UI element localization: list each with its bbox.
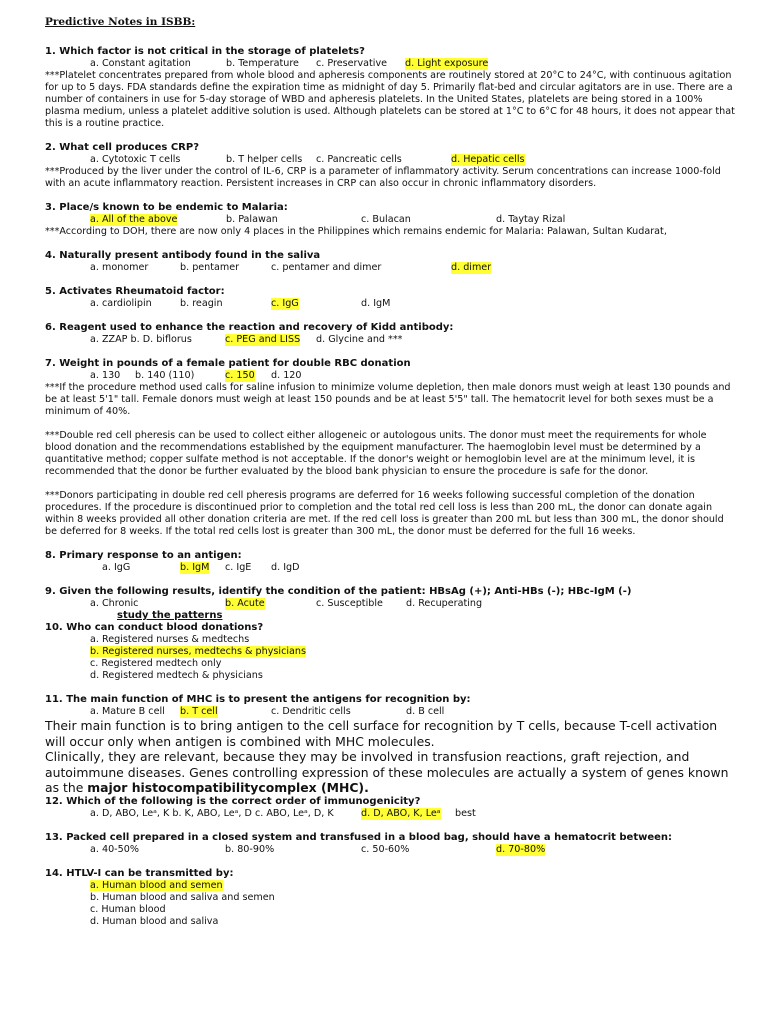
option-13b: b. 80-90% xyxy=(225,843,275,855)
question-13: 13. Packed cell prepared in a closed system and transfused in a blood bag, should have a hematocrit between: xyxy=(45,831,673,843)
option-4b: b. pentamer xyxy=(180,262,240,273)
options-1 xyxy=(45,58,735,70)
option-14c: c. Human blood xyxy=(90,903,166,915)
option-11b-answer: b. T cell xyxy=(180,706,218,717)
option-3c: c. Bulacan xyxy=(361,214,411,225)
options-8 xyxy=(45,562,735,574)
option-12-tail: best xyxy=(455,807,476,819)
option-12d-answer: d. D, ABO, K, Leᵃ xyxy=(361,807,441,819)
option-3b: b. Palawan xyxy=(226,214,278,225)
question-14: 14. HTLV-I can be transmitted by: xyxy=(45,867,234,879)
question-6: 6. Reagent used to enhance the reaction and recovery of Kidd antibody: xyxy=(45,322,454,333)
option-11c: c. Dendritic cells xyxy=(271,706,351,717)
options-12 xyxy=(45,808,735,820)
document-page xyxy=(45,16,735,928)
option-7a: a. 130 xyxy=(90,370,121,381)
note-7c: ***Donors participating in double red cell pheresis programs are deferred for 16 weeks following successful completion of the donation procedures. If the procedure is discontinued prior to completion and the total red cell loss is less than 200 mL, the donor can donate again within 8 weeks provided all other donation criteria are met. If the red cell loss is greater than 200 mL but less than 300 mL, the donor should be deferred for 8 weeks. If the total red cells lost is greater than 300 mL, the donor must be deferred for the full 16 weeks. xyxy=(45,490,724,537)
option-14a-text: a. Human blood and semen xyxy=(90,879,223,891)
note-2: ***Produced by the liver under the control of IL-6, CRP is a parameter of inflammatory activity. Serum concentrations can increase 1000-fold with an acute inflammatory reaction. Persistent increases in CRP can also occur in chronic inflammatory disorders. xyxy=(45,166,721,189)
question-11: 11. The main function of MHC is to present the antigens for recognition by: xyxy=(45,694,471,705)
option-9a: a. Chronic xyxy=(90,598,139,609)
option-11d: d. B cell xyxy=(406,706,445,717)
option-13c: c. 50-60% xyxy=(361,843,410,855)
option-9d: d. Recuperating xyxy=(406,598,483,609)
option-6c-answer: c. PEG and LISS xyxy=(225,334,301,345)
question-3: 3. Place/s known to be endemic to Malaria: xyxy=(45,202,288,213)
option-5b: b. reagin xyxy=(180,298,223,309)
option-9b-answer: b. Acute xyxy=(225,598,265,609)
options-7 xyxy=(45,370,735,382)
option-14d: d. Human blood and saliva xyxy=(90,915,219,927)
note-11b-text: Clinically, they are relevant, because they may be involved in transfusion reactions, graft rejection, and autoimmune diseases. Genes controlling expression of these molecules are actually a system of genes known as the xyxy=(45,749,729,795)
option-8d: d. IgD xyxy=(271,562,300,573)
option-8c: c. IgE xyxy=(225,562,252,573)
option-2d-answer: d. Hepatic cells xyxy=(451,154,525,165)
option-10c: c. Registered medtech only xyxy=(90,658,222,669)
option-10d: d. Registered medtech & physicians xyxy=(90,670,263,681)
options-11 xyxy=(45,706,735,718)
option-2a: a. Cytotoxic T cells xyxy=(90,154,181,165)
option-5a: a. cardiolipin xyxy=(90,298,152,309)
option-4d-answer: d. dimer xyxy=(451,262,492,273)
option-2b: b. T helper cells xyxy=(226,154,303,165)
options-5 xyxy=(45,298,735,310)
option-2c: c. Pancreatic cells xyxy=(316,154,402,165)
question-1: 1. Which factor is not critical in the storage of platelets? xyxy=(45,46,365,57)
option-6d: d. Glycine and *** xyxy=(316,334,403,345)
option-10b-text: b. Registered nurses, medtechs & physicians xyxy=(90,646,306,657)
option-14a-answer xyxy=(90,880,735,892)
study-tip: study the patterns xyxy=(117,610,223,621)
option-4a: a. monomer xyxy=(90,262,149,273)
options-13 xyxy=(45,844,735,856)
question-2: 2. What cell produces CRP? xyxy=(45,142,199,153)
option-10b-answer xyxy=(90,646,735,658)
option-6ab: a. ZZAP b. D. biflorus xyxy=(90,334,192,345)
option-4c: c. pentamer and dimer xyxy=(271,262,382,273)
option-3a-answer: a. All of the above xyxy=(90,214,178,225)
option-3d: d. Taytay Rizal xyxy=(496,214,566,225)
option-13d-answer: d. 70-80% xyxy=(496,843,546,855)
question-8: 8. Primary response to an antigen: xyxy=(45,550,242,561)
note-3: ***According to DOH, there are now only 4 places in the Philippines which remains endemic for Malaria: Palawan, Sultan Kudarat, xyxy=(45,226,667,237)
option-5c-answer: c. IgG xyxy=(271,298,299,309)
question-10: 10. Who can conduct blood donations? xyxy=(45,622,264,633)
note-11b xyxy=(45,749,735,796)
option-5d: d. IgM xyxy=(361,298,391,309)
option-11a: a. Mature B cell xyxy=(90,706,165,717)
note-7a: ***If the procedure method used calls for saline infusion to minimize volume depletion, then male donors must weigh at least 130 pounds and be at least 5'1" tall. Female donors must weigh at least 150 pounds and be at least 5'5" tall. The hematocrit level for both sexes must be a minimum of 40%. xyxy=(45,382,731,417)
question-9: 9. Given the following results, identify the condition of the patient: HBsAg (+); Anti-HBs (-); HBc-IgM (-) xyxy=(45,586,632,597)
note-7b: ***Double red cell pheresis can be used to collect either allogeneic or autologous units. The donor must meet the requirements for whole blood donation and the recommendations established by the equipment manufacturer. The haemoglobin level must be determined by a quantitative method; copper sulfate method is not acceptable. If the donor's weight or hemoglobin level are at the minimum level, it is recommended that the donor be further evaluated by the blood bank physician to ensure the procedure is safe for the donor. xyxy=(45,430,707,477)
question-7: 7. Weight in pounds of a female patient for double RBC donation xyxy=(45,358,411,369)
option-1b: b. Temperature xyxy=(226,58,299,69)
option-12abc: a. D, ABO, Leᵃ, K b. K, ABO, Leᵃ, D c. ABO, Leᵃ, D, K xyxy=(90,807,334,819)
question-12: 12. Which of the following is the correct order of immunogenicity? xyxy=(45,795,421,807)
note-11a: Their main function is to bring antigen to the cell surface for recognition by T cells, because T-cell activation will occur only when antigen is combined with MHC molecules. xyxy=(45,718,718,749)
options-9 xyxy=(45,598,735,610)
question-5: 5. Activates Rheumatoid factor: xyxy=(45,286,225,297)
note-1: ***Platelet concentrates prepared from whole blood and apheresis components are routinely stored at 20°C to 24°C, with continuous agitation for up to 5 days. FDA standards define the expiration time as midnight of day 5. Primarily flat-bed and circular agitators are in use. There are a number of containers in use for 5-day storage of WBD and apheresis platelets. In the United States, platelets are being stored in a 100% plasma medium, unless a platelet additive solution is used. Although platelets can be stored at 1°C to 6°C for 48 hours, it does not appear that this is a routine practice. xyxy=(45,70,735,129)
options-3 xyxy=(45,214,735,226)
option-7c-answer: c. 150 xyxy=(225,370,255,381)
option-1d-answer: d. Light exposure xyxy=(405,58,489,69)
option-7b: b. 140 (110) xyxy=(135,370,195,381)
note-11b-bold: major histocompatibilitycomplex (MHC). xyxy=(87,780,369,795)
options-2 xyxy=(45,154,735,166)
option-10a: a. Registered nurses & medtechs xyxy=(90,634,250,645)
option-7d: d. 120 xyxy=(271,370,302,381)
options-4 xyxy=(45,262,735,274)
option-13a: a. 40-50% xyxy=(90,843,139,855)
option-8a: a. IgG xyxy=(102,562,131,573)
options-6 xyxy=(45,334,735,346)
document-title: Predictive Notes in ISBB: xyxy=(45,16,196,28)
question-4: 4. Naturally present antibody found in the saliva xyxy=(45,250,321,261)
option-1c: c. Preservative xyxy=(316,58,388,69)
option-1a: a. Constant agitation xyxy=(90,58,191,69)
option-9c: c. Susceptible xyxy=(316,598,383,609)
option-8b-answer: b. IgM xyxy=(180,562,210,573)
option-14b: b. Human blood and saliva and semen xyxy=(90,891,275,903)
